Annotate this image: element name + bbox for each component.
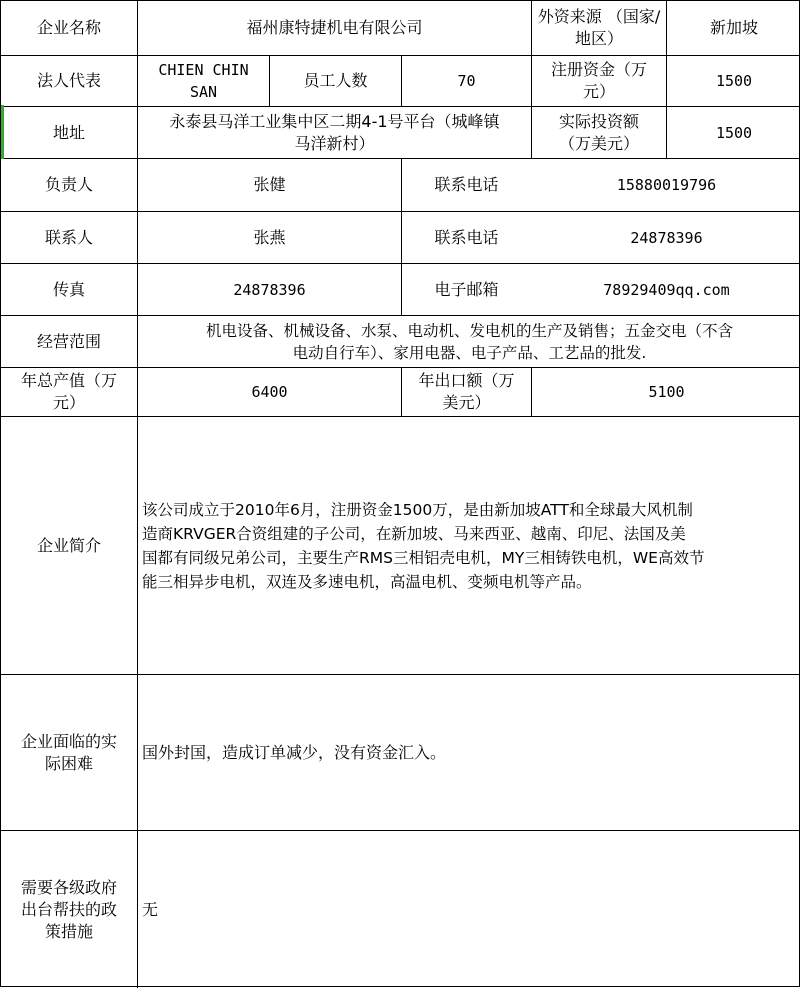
difficulty-value[interactable]: 国外封国，造成订单减少，没有资金汇入。 — [142, 742, 447, 762]
contact-phone-value[interactable]: 24878396 — [630, 228, 703, 247]
business-scope-value[interactable]: 机电设备、机械设备、水泵、电动机、发电机的生产及销售；五金交电（不含 电动自行车）、家用电器、电子产品、工艺品的批发. — [205, 321, 733, 362]
reg-capital-label: 注册资金（万 元） — [550, 60, 647, 101]
email-value[interactable]: 78929409qq.com — [603, 280, 730, 299]
fax-label: 传真 — [52, 279, 85, 299]
employees-value[interactable]: 70 — [457, 72, 476, 90]
business-scope-label: 经营范围 — [36, 331, 101, 351]
fax-value[interactable]: 24878396 — [233, 280, 306, 299]
company-intro-label: 企业简介 — [36, 535, 101, 555]
legal-rep-label: 法人代表 — [36, 71, 101, 90]
contact-label: 联系人 — [44, 227, 93, 247]
investment-label: 实际投资额 （万美元） — [558, 111, 639, 153]
manager-value[interactable]: 张健 — [253, 175, 286, 194]
investment-value[interactable]: 1500 — [715, 123, 753, 142]
manager-label: 负责人 — [44, 175, 93, 194]
annual-export-value[interactable]: 5100 — [648, 383, 685, 401]
manager-phone-label: 联系电话 — [434, 175, 499, 194]
employees-label: 员工人数 — [303, 71, 368, 90]
address-value[interactable]: 永泰县马洋工业集中区二期4-1号平台（城峰镇 马洋新村） — [169, 111, 500, 153]
reg-capital-value[interactable]: 1500 — [715, 72, 753, 90]
contact-value[interactable]: 张燕 — [253, 227, 286, 247]
foreign-source-label: 外资来源 （国家/地区） — [537, 7, 661, 48]
company-intro-value[interactable]: 该公司成立于2010年6月，注册资金1500万，是由新加坡ATT和全球最大风机制 造商KRVGER合资组建的子公司，在新加坡、马来西亚、越南、印尼、法国及美 国都有同级兄弟公司，主要生产RMS三相铝壳电机，MY三相铸铁电机，WE高效节 能三相异步电机，双连及多速电机，高温电机、变频电机等产品。 — [142, 500, 705, 591]
company-name-value[interactable]: 福州康特捷机电有限公司 — [246, 18, 423, 37]
annual-output-value[interactable]: 6400 — [251, 383, 288, 401]
address-label: 地址 — [52, 122, 85, 142]
annual-export-label: 年出口额（万 美元） — [418, 371, 515, 412]
company-name-label: 企业名称 — [36, 18, 101, 37]
email-label: 电子邮箱 — [434, 279, 499, 299]
manager-phone-value[interactable]: 15880019796 — [616, 176, 717, 194]
contact-phone-label: 联系电话 — [434, 227, 499, 247]
foreign-source-value[interactable]: 新加坡 — [709, 18, 758, 37]
annual-output-label: 年总产值（万 元） — [20, 371, 117, 412]
legal-rep-value[interactable]: CHIEN CHIN SAN — [158, 61, 249, 101]
policy-needs-label: 需要各级政府 出台帮扶的政 策措施 — [20, 877, 117, 941]
difficulty-label: 企业面临的实 际困难 — [20, 731, 117, 773]
policy-needs-value[interactable]: 无 — [142, 899, 159, 919]
